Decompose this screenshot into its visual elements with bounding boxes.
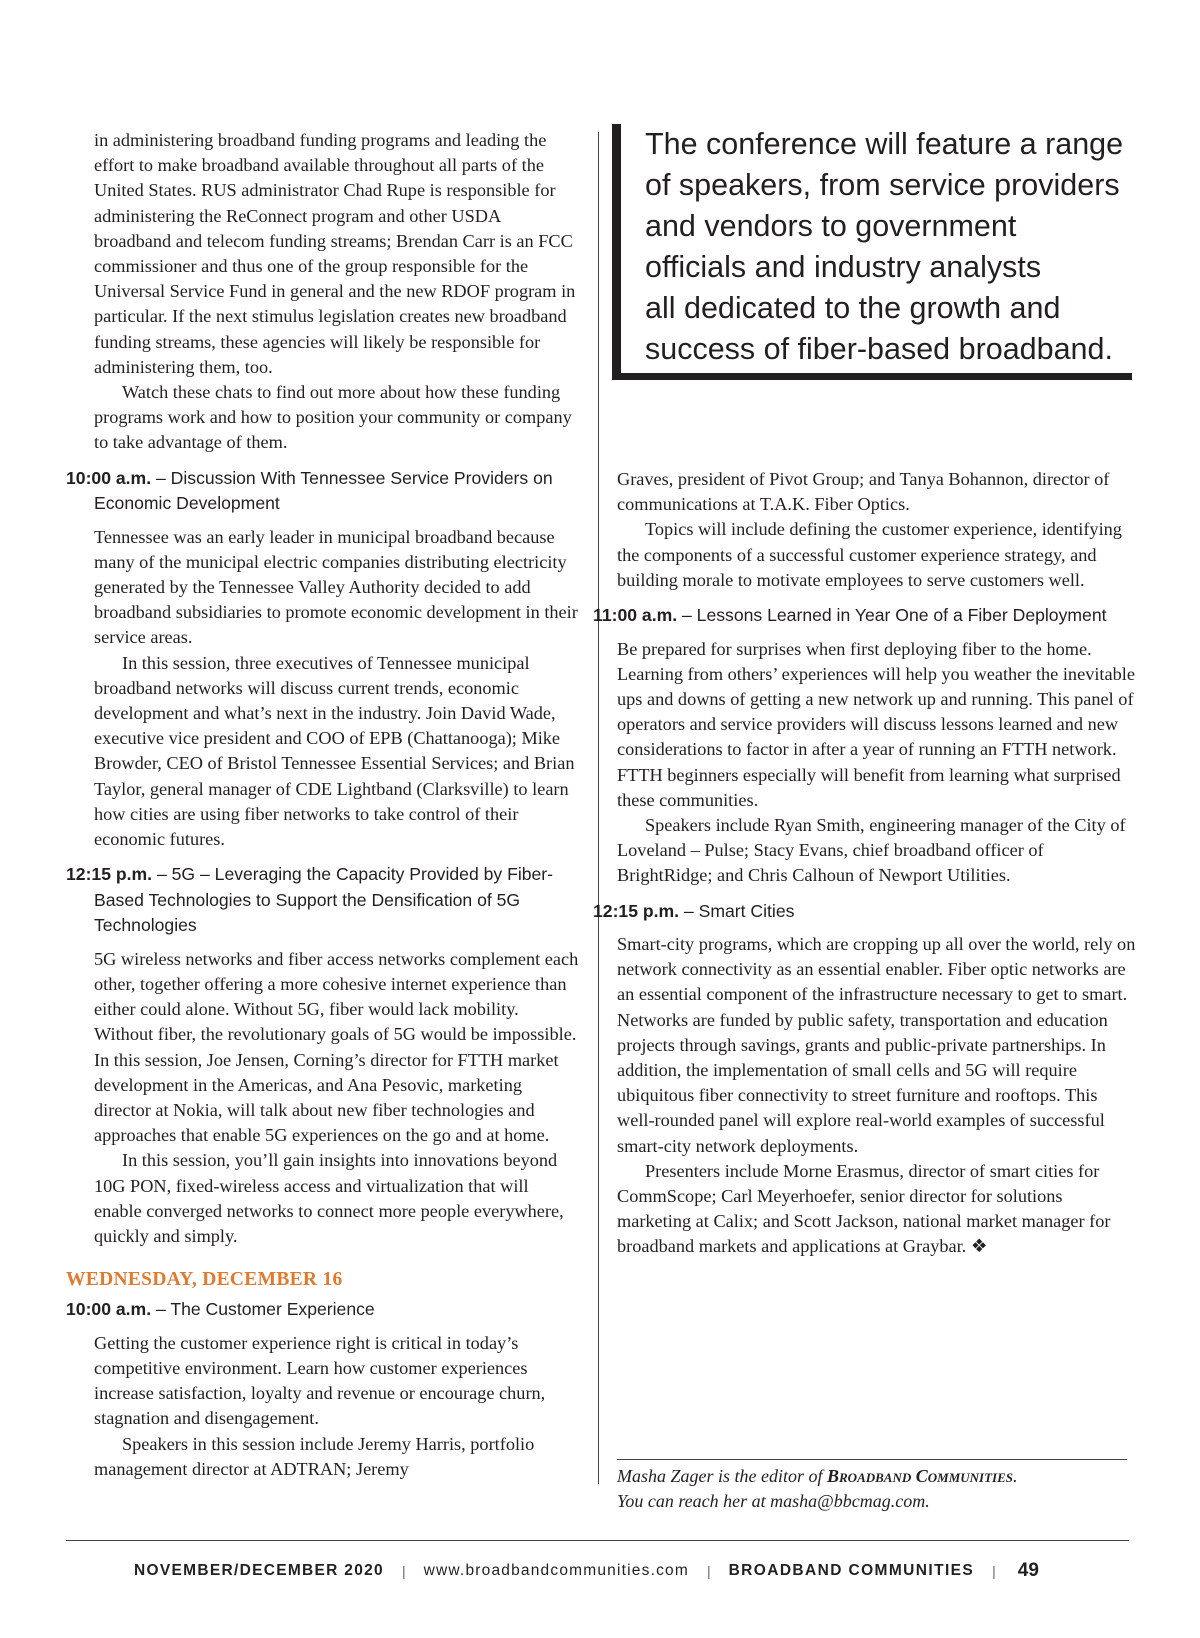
continued-paragraph: Graves, president of Pivot Group; and Tanya Bohannon, director of communications at T.A.K. Fiber Optics. (617, 469, 1110, 515)
session-heading-lessons-learned (593, 603, 1137, 629)
session-paragraph: Getting the customer experience right is critical in today’s competitive environment. Learn how customer experiences increase satisfaction, loyalty and revenue or encourage churn, stagnation and disengagement. (94, 1332, 546, 1429)
session-heading-customer-experience (66, 1297, 580, 1323)
author-line-2: You can reach her at masha@bbcmag.com. (617, 1490, 930, 1511)
left-column (66, 128, 580, 1482)
session-title: – Smart Cities (679, 900, 795, 921)
footer-separator: | (992, 1563, 996, 1579)
session-title: – Discussion With Tennessee Service Providers on Economic Development (94, 467, 553, 514)
footer-separator: | (401, 1563, 406, 1579)
session-time: 12:15 p.m. (593, 900, 680, 921)
session-paragraph-text: Presenters include Morne Erasmus, director of smart cities for CommScope; Carl Meyerhoefer, senior director for solutions marketing at Calix; and Scott Jackson, national market manager for broadband markets and applications at Graybar. (617, 1160, 1111, 1257)
session-time: 10:00 a.m. (66, 467, 152, 488)
session-heading-tennessee (66, 466, 580, 517)
magazine-name: BROADBAND COMMUNITIES (728, 1562, 975, 1579)
session-paragraph: Be prepared for surprises when first deploying fiber to the home. Learning from others’ experiences will help you weather the inevitable ups and downs of getting a new network up and running. This panel of operators and service providers will discuss lessons learned and new considerations to factor in after a year of running an FTTH network. FTTH beginners especially will benefit from learning what surprised these communities. (617, 638, 1135, 810)
right-column (593, 467, 1137, 1260)
end-mark-icon: ❖ (970, 1236, 988, 1257)
page-number: 49 (1017, 1560, 1039, 1581)
footer-rule (66, 1540, 1129, 1541)
author-text: Masha Zager is the editor of (617, 1466, 827, 1486)
session-heading-5g (66, 862, 580, 939)
pull-quote (612, 124, 1132, 380)
session-heading-smart-cities (593, 899, 1137, 925)
session-paragraph (617, 1159, 1137, 1260)
page-footer (134, 1559, 1129, 1583)
session-time: 12:15 p.m. (66, 864, 153, 885)
session-paragraph: In this session, you’ll gain insights into innovations beyond 10G PON, fixed-wireless access and virtualization that will enable converged networks to connect more people everywhere, quickly and simply. (94, 1150, 564, 1247)
session-paragraph: Speakers in this session include Jeremy Harris, portfolio management director at ADTRAN; Jeremy (94, 1433, 535, 1479)
session-paragraph: Speakers include Ryan Smith, engineering manager of the City of Loveland – Pulse; Stacy Evans, chief broadband officer of BrightRidge; and Chris Calhoun of Newport Utilities. (617, 814, 1126, 886)
session-title: – The Customer Experience (151, 1299, 375, 1320)
author-note (617, 1464, 1127, 1513)
pull-quote-line: The conference will feature a range (645, 127, 1124, 161)
author-line-1 (617, 1464, 1127, 1489)
intro-paragraph-2: Watch these chats to find out more about how these funding programs work and how to position your community or company to take advantage of them. (94, 382, 572, 453)
session-time: 10:00 a.m. (66, 1299, 152, 1320)
column-divider (598, 132, 599, 1484)
session-paragraph: 5G wireless networks and fiber access networks complement each other, together offering a more cohesive internet experience than either could alone. Without 5G, fiber would lack mobility. Without fiber, the revolutionary goals of 5G would be impossible. In this session, Joe Jensen, Corning’s director for FTTH market development in the Americas, and Ana Pesovic, marketing director at Nokia, will talk about new fiber technologies and approaches that enable 5G experiences on the go and at home. (94, 948, 579, 1146)
footer-separator: | (706, 1563, 711, 1579)
pull-quote-line: of speakers, from service providers (645, 168, 1120, 202)
footer-url: www.broadbandcommunities.com (423, 1562, 689, 1579)
pull-quote-line: success of fiber-based broadband. (645, 332, 1113, 366)
session-time: 11:00 a.m. (593, 605, 678, 626)
publication-name: Broadband Communities (827, 1466, 1013, 1486)
session-title: – Lessons Learned in Year One of a Fiber Deployment (677, 605, 1107, 626)
session-paragraph: Smart-city programs, which are cropping up all over the world, rely on network connectivity as an essential enabler. Fiber optic networks are an essential component of the infrastructure necessary to get to smart. Networks are funded by public safety, transportation and education projects through savings, grants and public-private partnerships. In addition, the implementation of small cells and 5G will require ubiquitous fiber connectivity to street furniture and rooftops. This well-rounded panel will explore real-world examples of successful smart-city network deployments. (617, 934, 1136, 1156)
intro-paragraph: in administering broadband funding programs and leading the effort to make broadband available throughout all parts of the United States. RUS administrator Chad Rupe is responsible for administering the ReConnect program and other USDA broadband and telecom funding streams; Brendan Carr is an FCC commissioner and thus one of the group responsible for the Universal Service Fund in general and the new RDOF program in particular. If the next stimulus legislation creates new broadband funding streams, these agencies will likely be responsible for administering them, too. (94, 130, 576, 377)
session-paragraph: Tennessee was an early leader in municipal broadband because many of the municipal electric companies distributing electricity generated by the Tennessee Valley Authority decided to add broadband subsidiaries to promote economic development in their service areas. (94, 526, 578, 648)
pull-quote-line: and vendors to government (645, 209, 1017, 243)
session-paragraph: In this session, three executives of Tennessee municipal broadband networks will discuss current trends, economic development and what’s next in the industry. Join David Wade, executive vice president and COO of EPB (Chattanooga); Mike Browder, CEO of Bristol Tennessee Essential Services; and Brian Taylor, general manager of CDE Lightband (Clarksville) to learn how cities are using fiber networks to take control of their economic futures. (94, 652, 575, 850)
issue-date: NOVEMBER/DECEMBER 2020 (134, 1562, 384, 1579)
day-heading: WEDNESDAY, DECEMBER 16 (66, 1269, 343, 1291)
author-text-suffix: . (1013, 1466, 1018, 1486)
pull-quote-line: officials and industry analysts (645, 250, 1042, 284)
pull-quote-line: all dedicated to the growth and (645, 291, 1061, 325)
author-rule (617, 1459, 1127, 1460)
session-title: – 5G – Leveraging the Capacity Provided by Fiber-Based Technologies to Support the Densification of 5G Technologies (94, 864, 554, 936)
continued-paragraph-2: Topics will include defining the customer experience, identifying the components of a successful customer experience strategy, and building morale to motivate employees to serve customers well. (617, 519, 1122, 590)
